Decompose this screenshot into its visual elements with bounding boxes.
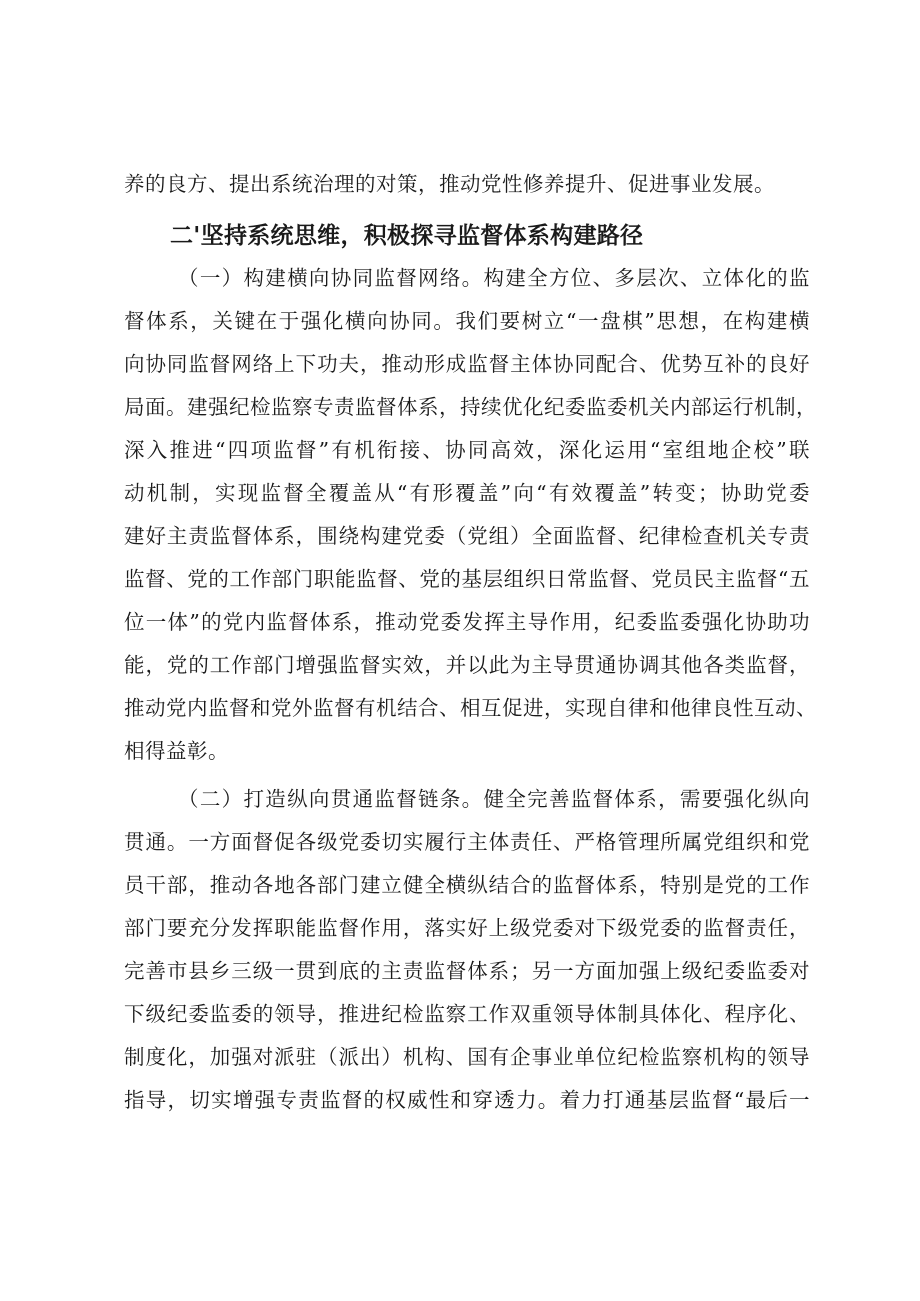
paragraph-2-line: 完善市县乡三级一贯到底的主责监督体系；另一方面加强上级纪委监委对 [124,959,810,983]
paragraph-2-line: 指导，切实增强专责监督的权威性和穿透力。着力打通基层监督“最后一 [124,1088,810,1112]
paragraph-2-line: （二）打造纵向贯通监督链条。健全完善监督体系，需要强化纵向 [178,787,810,811]
paragraph-2-line: 员干部，推动各地各部门建立健全横纵结合的监督体系，特别是党的工作 [124,873,810,897]
paragraph-2-line: 下级纪委监委的领导，推进纪检监察工作双重领导体制具体化、程序化、 [124,1002,810,1026]
paragraph-1-line: 能，党的工作部门增强监督实效，并以此为主导贯通协调其他各类监督， [124,653,810,677]
paragraph-1-line: 建好主责监督体系，围绕构建党委（党组）全面监督、纪律检查机关专责 [124,524,810,548]
paragraph-1-line: 位一体”的党内监督体系，推动党委发挥主导作用，纪委监委强化协助功 [124,610,810,634]
paragraph-1-line: 局面。建强纪检监察专责监督体系，持续优化纪委监委机关内部运行机制， [124,395,817,419]
paragraph-1-line: 相得益彰。 [124,739,229,763]
paragraph-1-line: 动机制，实现监督全覆盖从“有形覆盖”向“有效覆盖”转变；协助党委 [124,481,810,505]
paragraph-1-line: 推动党内监督和党外监督有机结合、相互促进，实现自律和他律良性互动、 [124,696,817,720]
paragraph-1-line: 向协同监督网络上下功夫，推动形成监督主体协同配合、优势互补的良好 [124,352,810,376]
intro-tail-line: 养的良方、提出系统治理的对策，推动党性修养提升、促进事业发展。 [124,172,775,196]
paragraph-1-line: 深入推进“四项监督”有机衔接、协同高效，深化运用“室组地企校”联 [124,438,810,462]
paragraph-1-line: 督体系，关键在于强化横向协同。我们要树立“一盘棋”思想，在构建横 [124,309,810,333]
paragraph-1-line: （一）构建横向协同监督网络。构建全方位、多层次、立体化的监 [178,266,810,290]
paragraph-1-line: 监督、党的工作部门职能监督、党的基层组织日常监督、党员民主监督“五 [124,567,810,591]
section-heading: 二'坚持系统思维，积极探寻监督体系构建路径 [170,223,644,249]
paragraph-2-line: 部门要充分发挥职能监督作用，落实好上级党委对下级党委的监督责任， [124,916,810,940]
paragraph-2-line: 制度化，加强对派驻（派出）机构、国有企事业单位纪检监察机构的领导 [124,1045,810,1069]
paragraph-2-line: 贯通。一方面督促各级党委切实履行主体责任、严格管理所属党组织和党 [124,830,810,854]
